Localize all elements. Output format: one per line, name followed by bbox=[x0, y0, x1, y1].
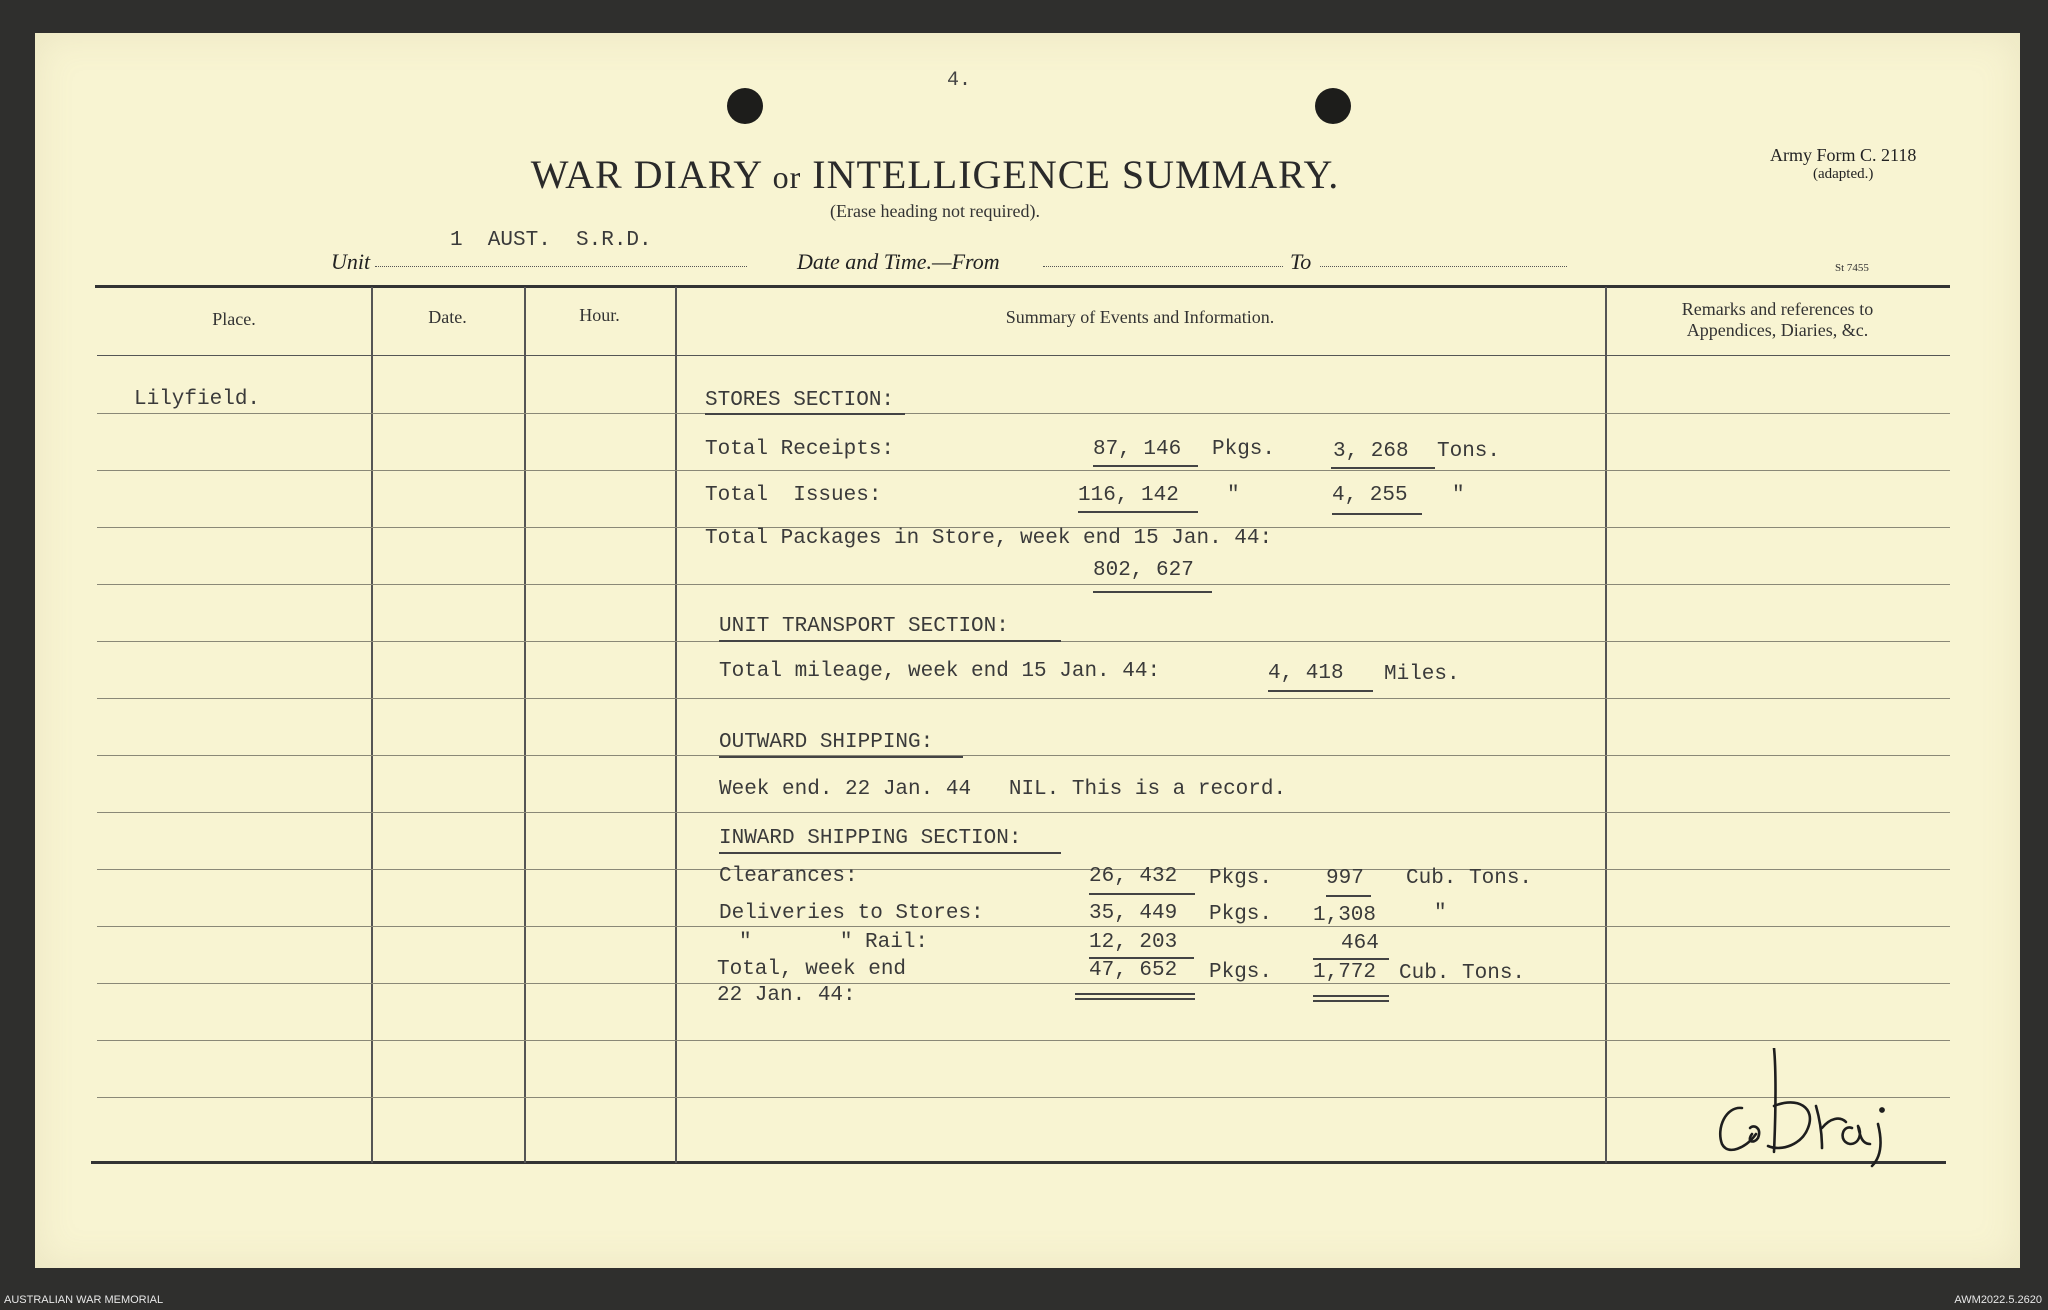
form-subtitle: (Erase heading not required). bbox=[830, 201, 1040, 221]
inward-heading: INWARD SHIPPING SECTION: bbox=[719, 827, 1022, 850]
ruled-line bbox=[97, 1097, 1950, 1098]
issues-tons-ditto: " bbox=[1452, 484, 1465, 507]
clearances-label: Clearances: bbox=[719, 865, 858, 888]
deliveries-label: Deliveries to Stores: bbox=[719, 902, 984, 925]
underline bbox=[1089, 893, 1195, 895]
top-rule bbox=[95, 285, 1950, 288]
underline bbox=[1093, 591, 1212, 593]
unit-value: 1 AUST. S.R.D. bbox=[450, 229, 652, 252]
column-header-date: Date. bbox=[428, 307, 467, 327]
outward-text: Week end. 22 Jan. 44 NIL. This is a record. bbox=[719, 778, 1287, 801]
total-label-line2: 22 Jan. 44: bbox=[717, 984, 856, 1007]
column-divider bbox=[371, 287, 373, 1163]
total-pkgs-unit: Pkgs. bbox=[1209, 961, 1273, 984]
underline bbox=[719, 852, 1061, 854]
receipts-pkgs: 87, 146 bbox=[1093, 438, 1182, 461]
stores-heading: STORES SECTION: bbox=[705, 389, 895, 412]
ruled-line bbox=[97, 413, 1950, 414]
deliveries-tons: 1,308 bbox=[1313, 904, 1377, 927]
underline bbox=[1331, 467, 1435, 469]
rail-label: " " Rail: bbox=[739, 931, 929, 954]
ruled-line bbox=[97, 869, 1950, 870]
clearances-tons: 997 bbox=[1326, 867, 1364, 890]
unit-field-line bbox=[375, 265, 747, 267]
deliveries-pkgs: 35, 449 bbox=[1089, 902, 1178, 925]
issues-tons: 4, 255 bbox=[1332, 484, 1408, 507]
issues-label: Total Issues: bbox=[705, 484, 882, 507]
underline bbox=[719, 640, 1061, 642]
underline bbox=[1313, 958, 1389, 960]
double-underline bbox=[1075, 993, 1195, 1000]
footer-reference: AWM2022.5.2620 bbox=[1954, 1294, 2042, 1306]
receipts-label: Total Receipts: bbox=[705, 438, 895, 461]
rail-pkgs: 12, 203 bbox=[1089, 931, 1178, 954]
page-number: 4. bbox=[947, 69, 972, 92]
packages-value: 802, 627 bbox=[1093, 559, 1194, 582]
place-entry: Lilyfield. bbox=[134, 388, 261, 411]
column-header-hour: Hour. bbox=[579, 305, 620, 325]
total-tons: 1,772 bbox=[1313, 961, 1377, 984]
underline bbox=[705, 413, 905, 415]
receipts-pkgs-unit: Pkgs. bbox=[1212, 438, 1276, 461]
mileage-value: 4, 418 bbox=[1268, 662, 1344, 685]
deliveries-tons-ditto: " bbox=[1434, 902, 1447, 925]
rail-tons: 464 bbox=[1341, 932, 1379, 955]
ruled-line bbox=[97, 698, 1950, 699]
total-tons-unit: Cub. Tons. bbox=[1399, 962, 1526, 985]
mileage-unit: Miles. bbox=[1384, 663, 1460, 686]
mileage-label: Total mileage, week end 15 Jan. 44: bbox=[719, 660, 1161, 683]
underline bbox=[1268, 690, 1373, 692]
column-header-place: Place. bbox=[212, 309, 256, 329]
punch-hole bbox=[1315, 88, 1351, 124]
form-title: WAR DIARY or INTELLIGENCE SUMMARY. bbox=[530, 152, 1340, 197]
stock-number: St 7455 bbox=[1835, 262, 1869, 274]
receipts-tons: 3, 268 bbox=[1333, 440, 1409, 463]
packages-label: Total Packages in Store, week end 15 Jan. 44: bbox=[705, 527, 1273, 550]
clearances-tons-unit: Cub. Tons. bbox=[1406, 867, 1533, 890]
bottom-rule bbox=[91, 1161, 1946, 1164]
total-pkgs: 47, 652 bbox=[1089, 959, 1178, 982]
ruled-line bbox=[97, 755, 1950, 756]
ruled-line bbox=[97, 470, 1950, 471]
outward-heading: OUTWARD SHIPPING: bbox=[719, 731, 934, 754]
deliveries-pkgs-unit: Pkgs. bbox=[1209, 903, 1273, 926]
ruled-line bbox=[97, 1040, 1950, 1041]
date-to-label: To bbox=[1290, 249, 1312, 274]
clearances-pkgs-unit: Pkgs. bbox=[1209, 867, 1273, 890]
army-form-label: Army Form C. 2118 (adapted.) bbox=[1770, 145, 1917, 182]
underline bbox=[1093, 465, 1198, 467]
ruled-line bbox=[97, 983, 1950, 984]
date-from-line bbox=[1043, 265, 1283, 267]
signature-icon bbox=[1712, 1048, 1942, 1168]
clearances-pkgs: 26, 432 bbox=[1089, 865, 1178, 888]
date-to-line bbox=[1320, 265, 1567, 267]
total-label-line1: Total, week end bbox=[717, 958, 907, 981]
double-underline bbox=[1313, 995, 1389, 1002]
issues-pkgs: 116, 142 bbox=[1078, 484, 1179, 507]
unit-label: Unit bbox=[331, 249, 371, 274]
ruled-line bbox=[97, 926, 1950, 927]
column-header-summary: Summary of Events and Information. bbox=[1005, 307, 1275, 327]
column-divider bbox=[675, 287, 677, 1163]
underline bbox=[719, 756, 963, 758]
ruled-line bbox=[97, 584, 1950, 585]
punch-hole bbox=[727, 88, 763, 124]
date-from-label: Date and Time.—From bbox=[797, 249, 1000, 274]
transport-heading: UNIT TRANSPORT SECTION: bbox=[719, 615, 1009, 638]
column-header-remarks: Remarks and references to Appendices, Diaries, &c. bbox=[1681, 299, 1874, 340]
issues-pkgs-ditto: " bbox=[1227, 484, 1240, 507]
column-divider bbox=[1605, 287, 1607, 1163]
ruled-line bbox=[97, 812, 1950, 813]
diary-page bbox=[35, 33, 2020, 1268]
receipts-tons-unit: Tons. bbox=[1437, 440, 1501, 463]
underline bbox=[1332, 513, 1422, 515]
header-divider bbox=[97, 355, 1950, 356]
column-divider bbox=[524, 287, 526, 1163]
underline bbox=[1078, 511, 1198, 513]
underline bbox=[1326, 895, 1371, 897]
footer-archive-name: AUSTRALIAN WAR MEMORIAL bbox=[4, 1294, 164, 1306]
